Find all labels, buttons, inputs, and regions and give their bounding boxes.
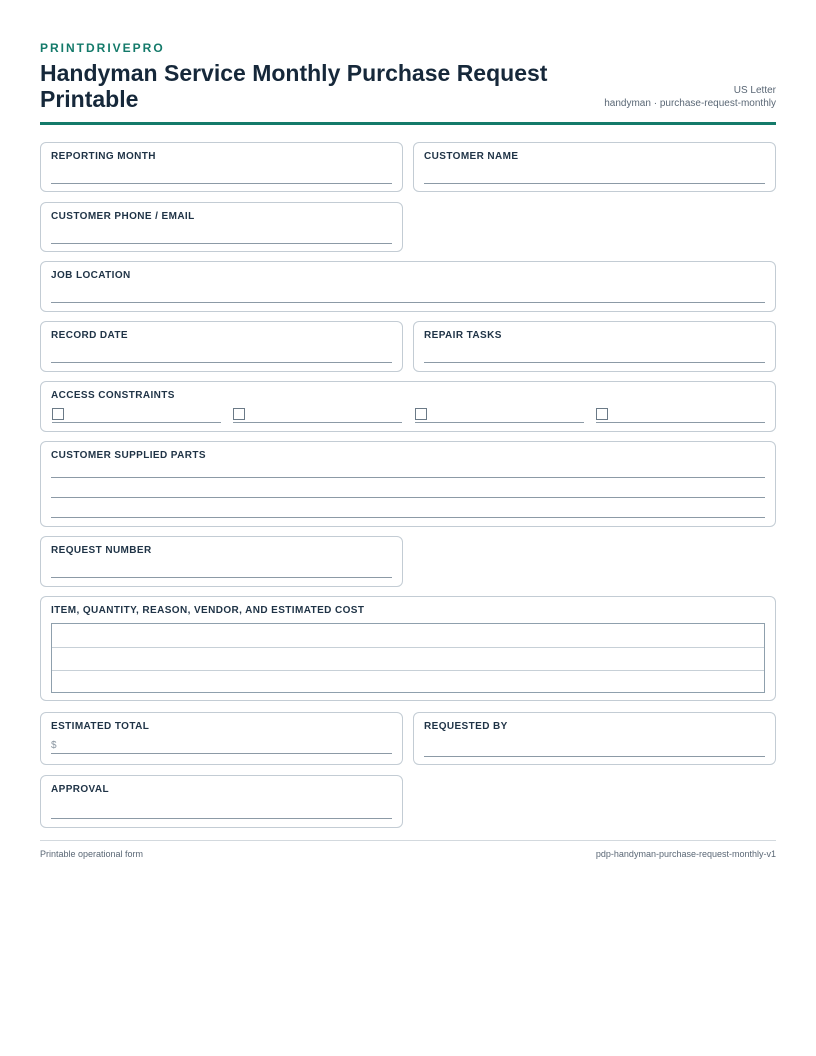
form-meta	[604, 84, 776, 110]
table-row-divider	[52, 670, 764, 671]
customer-supplied-parts-field[interactable]	[40, 441, 776, 527]
reporting-month-input-line[interactable]	[51, 183, 392, 184]
items-table-field	[40, 596, 776, 701]
approval-label: APPROVAL	[51, 784, 110, 795]
approval-field[interactable]	[40, 775, 403, 828]
repair-tasks-input-line[interactable]	[424, 362, 765, 363]
job-location-label: JOB LOCATION	[51, 270, 131, 281]
customer-phone-email-input-line[interactable]	[51, 243, 392, 244]
access-constraint-line-3[interactable]	[415, 422, 584, 423]
estimated-total-label: ESTIMATED TOTAL	[51, 721, 150, 732]
customer-phone-email-label: CUSTOMER PHONE / EMAIL	[51, 211, 195, 222]
request-number-label: REQUEST NUMBER	[51, 545, 152, 556]
reporting-month-field[interactable]	[40, 142, 403, 192]
items-table-label: ITEM, QUANTITY, REASON, VENDOR, AND ESTIMATED COST	[51, 605, 365, 616]
customer-phone-email-field[interactable]	[40, 202, 403, 252]
job-location-field[interactable]	[40, 261, 776, 312]
request-number-input-line[interactable]	[51, 577, 392, 578]
customer-supplied-parts-line-3[interactable]	[51, 517, 765, 518]
currency-prefix: $	[51, 740, 57, 751]
approval-input-line[interactable]	[51, 818, 392, 819]
reporting-month-label: REPORTING MONTH	[51, 151, 156, 162]
customer-name-field[interactable]	[413, 142, 776, 192]
paper-size: US Letter	[733, 85, 776, 96]
access-constraint-line-1[interactable]	[52, 422, 221, 423]
access-constraint-checkbox-2[interactable]	[233, 408, 245, 420]
record-date-label: RECORD DATE	[51, 330, 128, 341]
access-constraint-checkbox-4[interactable]	[596, 408, 608, 420]
access-constraint-line-2[interactable]	[233, 422, 402, 423]
customer-supplied-parts-line-1[interactable]	[51, 477, 765, 478]
requested-by-input-line[interactable]	[424, 756, 765, 757]
customer-name-label: CUSTOMER NAME	[424, 151, 519, 162]
footer-form-id: pdp-handyman-purchase-request-monthly-v1	[595, 849, 776, 859]
requested-by-field[interactable]	[413, 712, 776, 765]
customer-supplied-parts-label: CUSTOMER SUPPLIED PARTS	[51, 450, 206, 461]
access-constraint-checkbox-1[interactable]	[52, 408, 64, 420]
estimated-total-input-line[interactable]	[51, 753, 392, 754]
header-rule	[40, 122, 776, 125]
estimated-total-field[interactable]	[40, 712, 403, 765]
repair-tasks-field[interactable]	[413, 321, 776, 372]
repair-tasks-label: REPAIR TASKS	[424, 330, 502, 341]
footer-rule	[40, 840, 776, 841]
record-date-input-line[interactable]	[51, 362, 392, 363]
access-constraints-label: ACCESS CONSTRAINTS	[51, 390, 175, 401]
form-tag: handyman · purchase-request-monthly	[604, 98, 776, 109]
form-title: Handyman Service Monthly Purchase Request Printable	[40, 60, 548, 112]
table-row-divider	[52, 647, 764, 648]
items-table	[51, 623, 765, 693]
footer-left-text: Printable operational form	[40, 849, 144, 859]
request-number-field[interactable]	[40, 536, 403, 587]
access-constraints-field	[40, 381, 776, 432]
customer-name-input-line[interactable]	[424, 183, 765, 184]
customer-supplied-parts-line-2[interactable]	[51, 497, 765, 498]
access-constraint-checkbox-3[interactable]	[415, 408, 427, 420]
access-constraint-line-4[interactable]	[596, 422, 765, 423]
record-date-field[interactable]	[40, 321, 403, 372]
brand-name: PRINTDRIVEPRO	[40, 41, 165, 55]
requested-by-label: REQUESTED BY	[424, 721, 508, 732]
job-location-input-line[interactable]	[51, 302, 765, 303]
